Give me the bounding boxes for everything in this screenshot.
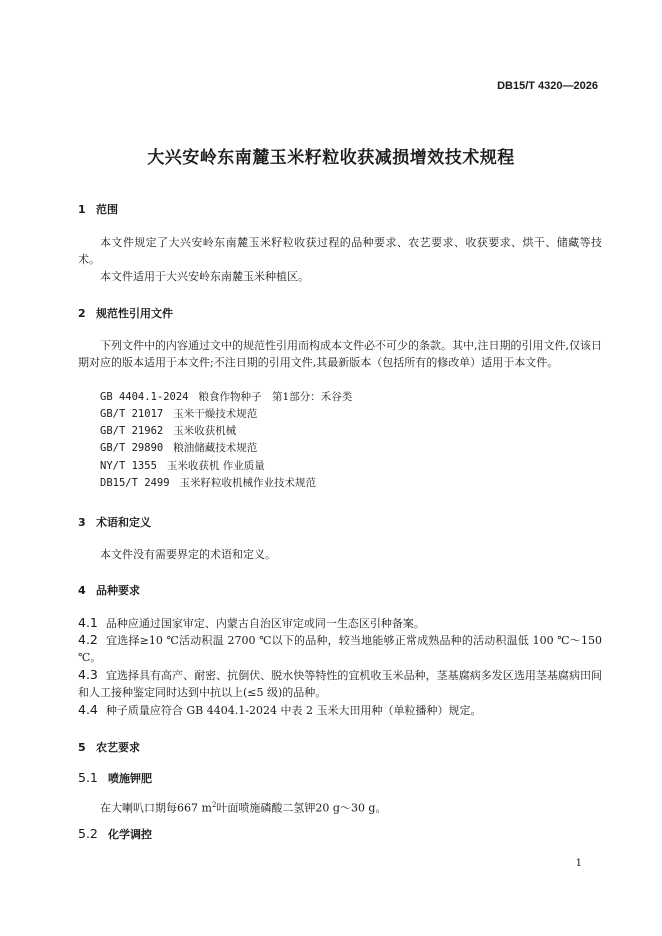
superscript: 2 (211, 801, 217, 809)
clause-4-2 (78, 631, 602, 666)
reference-code: GB/T 29890 (100, 442, 164, 454)
subsection-title: 喷施钾肥 (108, 772, 152, 785)
section-number: 5 (78, 741, 86, 754)
subsection-number: 5.1 (78, 770, 98, 785)
reference-title: 玉米籽粒收机械作业技术规范 (179, 477, 317, 489)
reference-title: 玉米收获机械 (173, 425, 237, 437)
clause-number: 4.3 (78, 667, 98, 682)
standard-number: DB15/T 4320—2026 (497, 80, 598, 92)
section-title: 范围 (96, 203, 118, 216)
subsection-number: 5.2 (78, 826, 98, 841)
reference-code: DB15/T 2499 (100, 477, 170, 489)
section-1-paragraph-1: 本文件规定了大兴安岭东南麓玉米籽粒收获过程的品种要求、农艺要求、收获要求、烘干、储藏等技术。 (78, 236, 602, 266)
page-number: 1 (575, 858, 582, 869)
reference-title: 粮食作物种子 第1部分：禾谷类 (198, 391, 353, 403)
clause-number: 4.1 (78, 615, 98, 630)
reference-title: 玉米干燥技术规范 (173, 408, 258, 420)
clause-number: 4.2 (78, 632, 98, 647)
section-2-paragraph-1: 下列文件中的内容通过文中的规范性引用而构成本文件必不可少的条款。其中,注日期的引用文件,仅该日期对应的版本适用于本文件;不注日期的引用文件,其最新版本（包括所有的修改单）适用于本文件。 (78, 339, 602, 369)
reference-code: GB 4404.1-2024 (100, 391, 189, 403)
reference-item (100, 406, 257, 423)
section-title: 农艺要求 (96, 741, 140, 754)
clause-text: 品种应通过国家审定、内蒙古自治区审定或同一生态区引种备案。 (105, 617, 425, 630)
subsection-5-1-paragraph (78, 797, 602, 817)
section-1-paragraph-2: 本文件适用于大兴安岭东南麓玉米种植区。 (100, 270, 309, 283)
section-number: 1 (78, 203, 86, 216)
section-2-heading (78, 305, 173, 321)
section-title: 术语和定义 (96, 516, 151, 529)
reference-code: GB/T 21017 (100, 408, 164, 420)
clause-4-3 (78, 666, 602, 701)
subsection-5-1-heading (78, 770, 152, 786)
clause-4-4 (78, 701, 602, 719)
section-title: 品种要求 (96, 584, 140, 597)
subsection-5-2-heading (78, 826, 152, 842)
section-4-heading (78, 582, 140, 598)
paragraph-text: 叶面喷施磷酸二氢钾20 g～30 g。 (216, 801, 387, 815)
section-1-heading (78, 201, 118, 217)
clause-4-1 (78, 614, 602, 632)
reference-item (100, 458, 265, 475)
document-title: 大兴安岭东南麓玉米籽粒收获减损增效技术规程 (147, 148, 515, 168)
clause-number: 4.4 (78, 702, 98, 717)
subsection-title: 化学调控 (108, 828, 152, 841)
reference-title: 粮油储藏技术规范 (173, 442, 258, 454)
reference-title: 玉米收获机 作业质量 (166, 460, 265, 472)
reference-item (100, 423, 236, 440)
section-title: 规范性引用文件 (96, 307, 173, 320)
section-number: 2 (78, 307, 86, 320)
reference-item (100, 475, 316, 492)
section-3-paragraph-1: 本文件没有需要界定的术语和定义。 (100, 548, 276, 561)
section-5-heading (78, 739, 140, 755)
section-number: 3 (78, 516, 86, 529)
clause-text: 种子质量应符合 GB 4404.1-2024 中表 2 玉米大田用种（单粒播种）规定。 (105, 704, 482, 717)
section-3-heading (78, 514, 151, 530)
reference-item (100, 440, 257, 457)
clause-text: 宜选择具有高产、耐密、抗倒伏、脱水快等特性的宜机收玉米品种，茎基腐病多发区选用茎基腐病田间和人工接种鉴定同时达到中抗以上(≤5 级)的品种。 (78, 669, 602, 699)
reference-item (100, 389, 352, 406)
reference-code: NY/T 1355 (100, 460, 157, 472)
clause-text: 宜选择≥10 ℃活动积温 2700 ℃以下的品种，较当地能够正常成熟品种的活动积温低 100 ℃～150 ℃。 (78, 634, 602, 664)
reference-code: GB/T 21962 (100, 425, 164, 437)
paragraph-text: 在大喇叭口期每667 m (100, 801, 212, 815)
section-number: 4 (78, 584, 86, 597)
